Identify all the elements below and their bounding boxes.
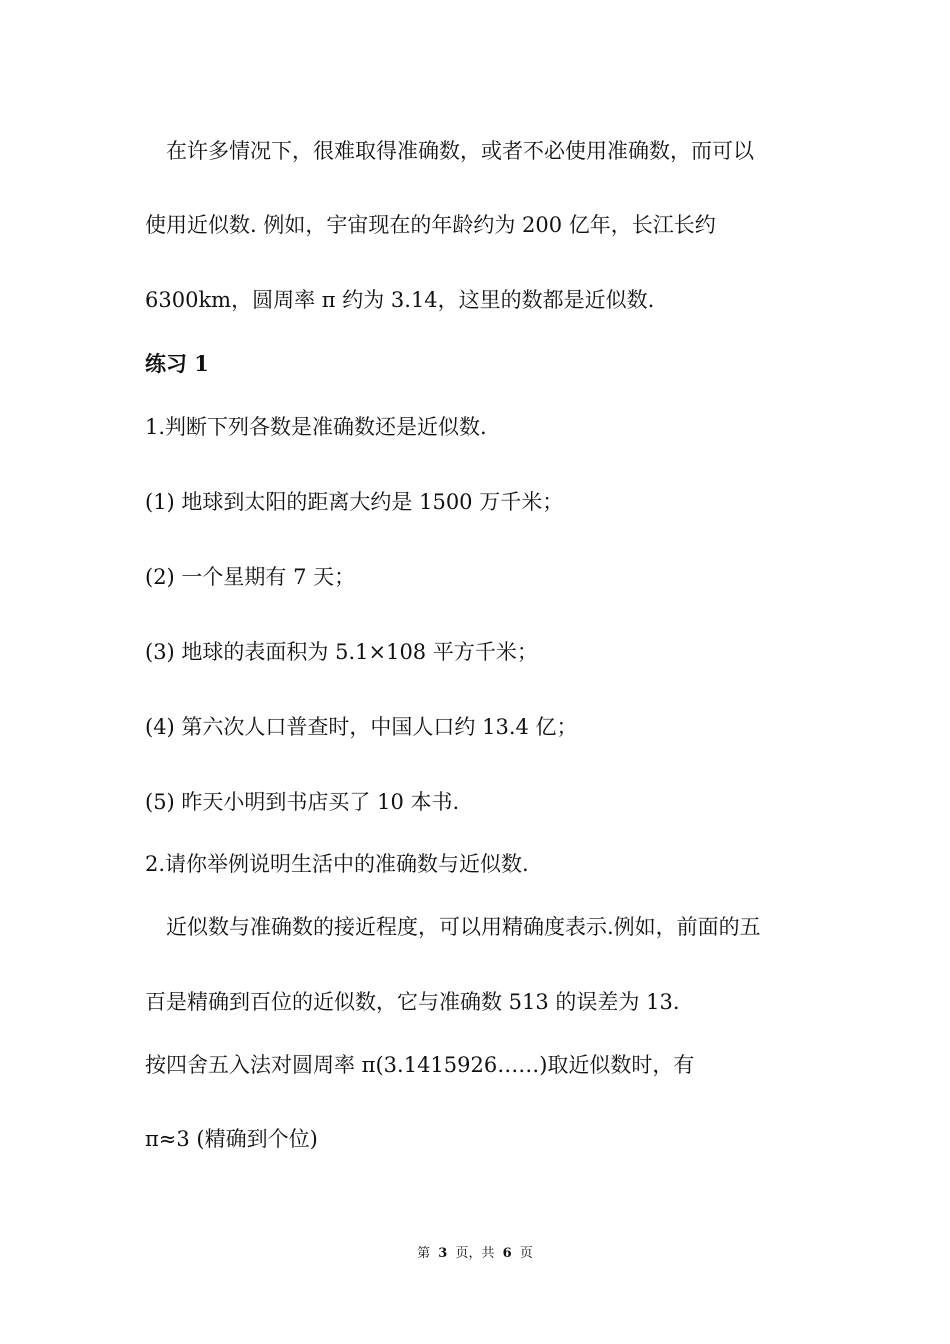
footer-page-number: 3 (438, 1246, 448, 1261)
exercise-heading: 练习 1 (145, 351, 209, 376)
precision-line-3: 按四舍五入法对圆周率 π(3.1415926……)取近似数时，有 (145, 1053, 695, 1077)
exercise-question-2: 2.请你举例说明生活中的准确数与近似数. (145, 852, 529, 876)
footer-middle: 页，共 (455, 1246, 495, 1261)
exercise-item-3: (3) 地球的表面积为 5.1×108 平方千米； (145, 640, 538, 664)
footer-prefix: 第 (417, 1246, 431, 1261)
exercise-question-1: 1.判断下列各数是准确数还是近似数. (145, 415, 487, 439)
exercise-item-4: (4) 第六次人口普查时，中国人口约 13.4 亿； (145, 715, 578, 739)
precision-line-4: π≈3 (精确到个位) (145, 1127, 318, 1151)
intro-line-3: 6300km，圆周率 π 约为 3.14，这里的数都是近似数. (145, 288, 655, 312)
exercise-item-5: (5) 昨天小明到书店买了 10 本书. (145, 790, 460, 814)
precision-line-1: 近似数与准确数的接近程度，可以用精确度表示.例如，前面的五 (166, 915, 761, 939)
intro-line-1: 在许多情况下，很难取得准确数，或者不必使用准确数，而可以 (166, 139, 754, 163)
footer-total-pages: 6 (502, 1246, 512, 1261)
precision-line-2: 百是精确到百位的近似数，它与准确数 513 的误差为 13. (145, 990, 680, 1014)
exercise-item-2: (2) 一个星期有 7 天； (145, 565, 356, 589)
page-footer (0, 1245, 950, 1263)
exercise-item-1: (1) 地球到太阳的距离大约是 1500 万千米； (145, 490, 564, 514)
footer-suffix: 页 (519, 1246, 533, 1261)
intro-line-2: 使用近似数. 例如，宇宙现在的年龄约为 200 亿年，长江长约 (145, 213, 716, 237)
